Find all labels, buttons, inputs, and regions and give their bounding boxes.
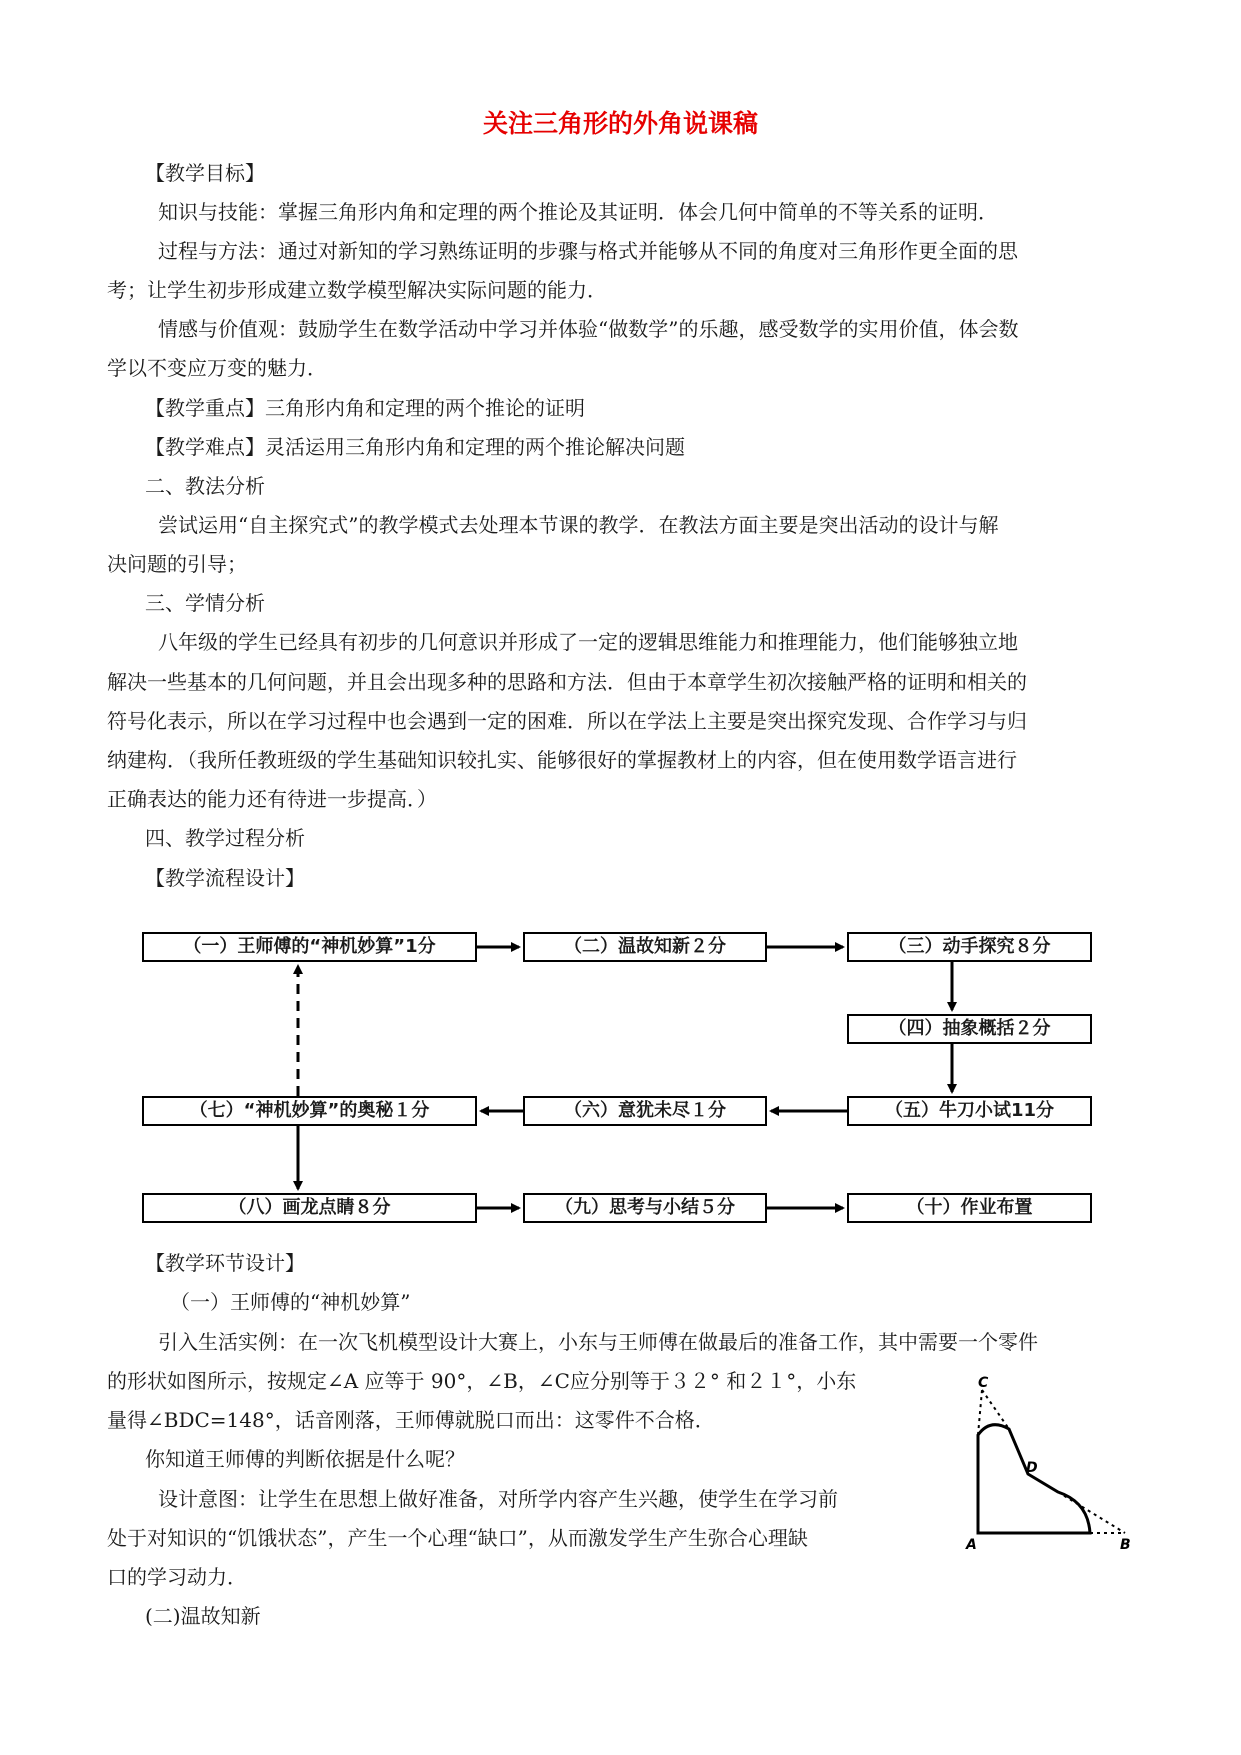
section2-para-line1: 尝试运用“自主探究式”的教学模式去处理本节课的教学．在教法方面主要是突出活动的设计与解 — [158, 513, 999, 537]
flow-step-9: （九）思考与小结５分 — [523, 1193, 767, 1223]
section2-heading: 二、教法分析 — [145, 474, 265, 498]
section2-para-line2: 决问题的引导； — [107, 552, 247, 576]
section3-para-line4: 纳建构．（我所任教班级的学生基础知识较扎实、能够很好的掌握教材上的内容，但在使用数学语言进行 — [107, 748, 1017, 772]
flow-step-1: （一）王师傅的“神机妙算”1分 — [142, 932, 477, 962]
objective-process-line1: 过程与方法：通过对新知的学习熟练证明的步骤与格式并能够从不同的角度对三角形作更全面的思 — [158, 239, 1018, 263]
flow-step-6: （六）意犹未尽１分 — [523, 1096, 767, 1126]
design-intent-line3: 口的学习动力． — [107, 1565, 247, 1589]
flow-step-10: （十）作业布置 — [847, 1193, 1092, 1223]
design-intent-line1: 设计意图：让学生在思想上做好准备，对所学内容产生兴趣，使学生在学习前 — [158, 1487, 838, 1511]
objective-process-line2: 考；让学生初步形成建立数学模型解决实际问题的能力． — [107, 278, 607, 302]
stage1-question: 你知道王师傅的判断依据是什么呢？ — [145, 1447, 465, 1471]
objective-emotion-line2: 学以不变应万变的魅力． — [107, 356, 327, 380]
section4-heading: 四、教学过程分析 — [145, 826, 305, 850]
stage2-heading: (二)温故知新 — [145, 1604, 261, 1628]
stage1-para-line2: 的形状如图所示，按规定∠A 应等于 90°，∠B，∠C应分别等于３２° 和２１°，小东 — [107, 1369, 857, 1393]
section3-para-line5: 正确表达的能力还有待进一步提高．） — [107, 787, 437, 811]
stage1-para-line1: 引入生活实例：在一次飞机模型设计大赛上，小东与王师傅在做最后的准备工作，其中需要一个零件 — [158, 1330, 1038, 1354]
flow-step-2: （二）温故知新２分 — [523, 932, 767, 962]
flow-step-5: （五）牛刀小试11分 — [847, 1096, 1092, 1126]
stage1-heading: （一）王师傅的“神机妙算” — [170, 1290, 411, 1314]
stage-heading: 【教学环节设计】 — [145, 1251, 305, 1275]
objectives-heading: 【教学目标】 — [145, 161, 265, 185]
flow-step-3: （三）动手探究８分 — [847, 932, 1092, 962]
section3-para-line2: 解决一些基本的几何问题，并且会出现多种的思路和方法．但由于本章学生初次接触严格的证明和相关的 — [107, 670, 1027, 694]
figure-label-d: D — [1026, 1460, 1038, 1476]
figure-label-a: A — [966, 1537, 977, 1553]
key-point: 【教学重点】三角形内角和定理的两个推论的证明 — [145, 396, 585, 420]
figure-label-b: B — [1120, 1537, 1131, 1553]
objective-emotion-line1: 情感与价值观：鼓励学生在数学活动中学习并体验“做数学”的乐趣，感受数学的实用价值，体会数 — [158, 317, 1019, 341]
design-intent-line2: 处于对知识的“饥饿状态”，产生一个心理“缺口”，从而激发学生产生弥合心理缺 — [107, 1526, 808, 1550]
section3-para-line1: 八年级的学生已经具有初步的几何意识并形成了一定的逻辑思维能力和推理能力，他们能够独立地 — [158, 630, 1018, 654]
flow-step-7: （七）“神机妙算”的奥秘１分 — [142, 1096, 477, 1126]
flow-step-8: （八）画龙点睛８分 — [142, 1193, 477, 1223]
flow-step-4: （四）抽象概括２分 — [847, 1014, 1092, 1044]
section3-heading: 三、学情分析 — [145, 591, 265, 615]
objective-knowledge: 知识与技能：掌握三角形内角和定理的两个推论及其证明．体会几何中简单的不等关系的证明． — [158, 200, 998, 224]
section3-para-line3: 符号化表示，所以在学习过程中也会遇到一定的困难．所以在学法上主要是突出探究发现、合作学习与归 — [107, 709, 1027, 733]
flow-heading: 【教学流程设计】 — [145, 866, 305, 890]
difficulty: 【教学难点】灵活运用三角形内角和定理的两个推论解决问题 — [145, 435, 685, 459]
figure-label-c: C — [978, 1375, 989, 1391]
document-title: 关注三角形的外角说课稿 — [482, 109, 758, 138]
stage1-para-line3: 量得∠BDC=148°，话音刚落，王师傅就脱口而出：这零件不合格． — [107, 1408, 715, 1432]
